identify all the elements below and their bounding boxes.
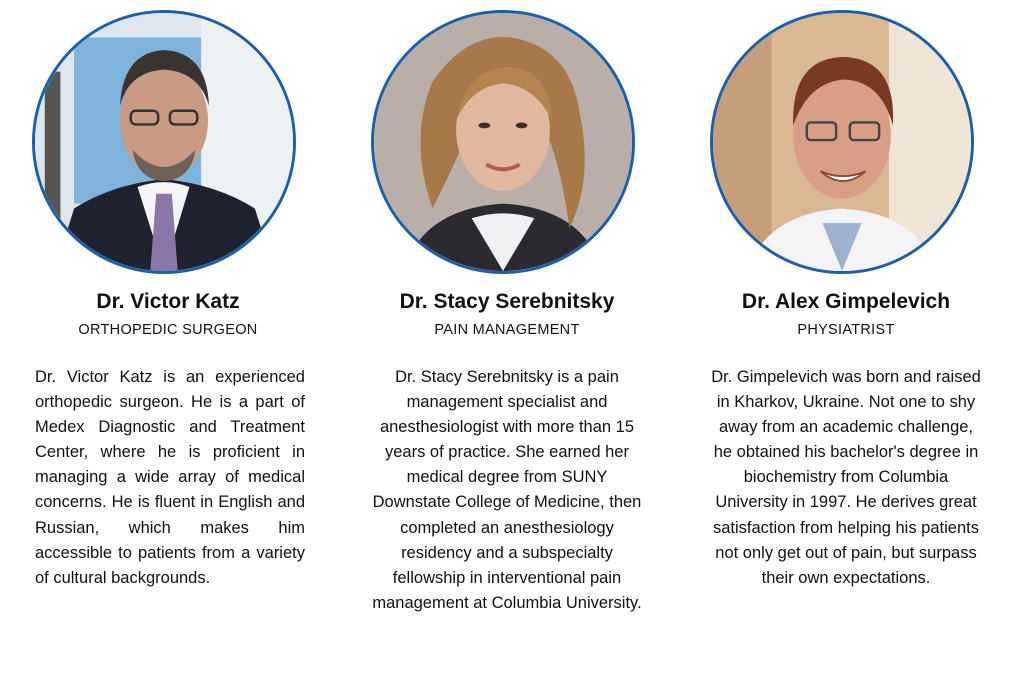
doctor-specialty: PHYSIATRIST <box>797 322 895 338</box>
doctor-photo-gimpelevich <box>710 10 974 274</box>
doctor-name: Dr. Victor Katz <box>96 290 240 313</box>
doctor-bio: Dr. Victor Katz is an experienced orthopedic surgeon. He is a part of Medex Diagnostic and Treatment Center, where he is proficient in managing a wide array of medical concerns. He is fluent in English and Russian, which makes him accessible to patients from a variety of cultural backgrounds. <box>35 368 305 587</box>
doctor-photo-serebnitsky <box>371 10 635 274</box>
portrait-photo-icon <box>374 13 632 271</box>
portrait-photo-icon <box>713 13 971 271</box>
doctor-bio: Dr. Stacy Serebnitsky is a pain management specialist and anesthesiologist with more than 15 years of practice. She earned her medical degree from SUNY Downstate College of Medicine, then completed an anesthesiology residency and a subspecialty fellowship in interventional pain management at Columbia University. <box>372 368 642 612</box>
doctor-name: Dr. Stacy Serebnitsky <box>399 290 615 313</box>
doctor-specialty: ORTHOPEDIC SURGEON <box>78 322 258 338</box>
portrait-photo-icon <box>35 13 293 271</box>
doctor-photo-katz <box>32 10 296 274</box>
doctor-specialty: PAIN MANAGEMENT <box>434 322 580 338</box>
doctor-name: Dr. Alex Gimpelevich <box>741 290 951 313</box>
doctor-bio: Dr. Gimpelevich was born and raised in Kharkov, Ukraine. Not one to shy away from an academic challenge, he obtained his bachelor's degree in biochemistry from Columbia University in 1997. He derives great satisfaction from helping his patients not only get out of pain, but surpass their own expectations. <box>711 368 981 587</box>
